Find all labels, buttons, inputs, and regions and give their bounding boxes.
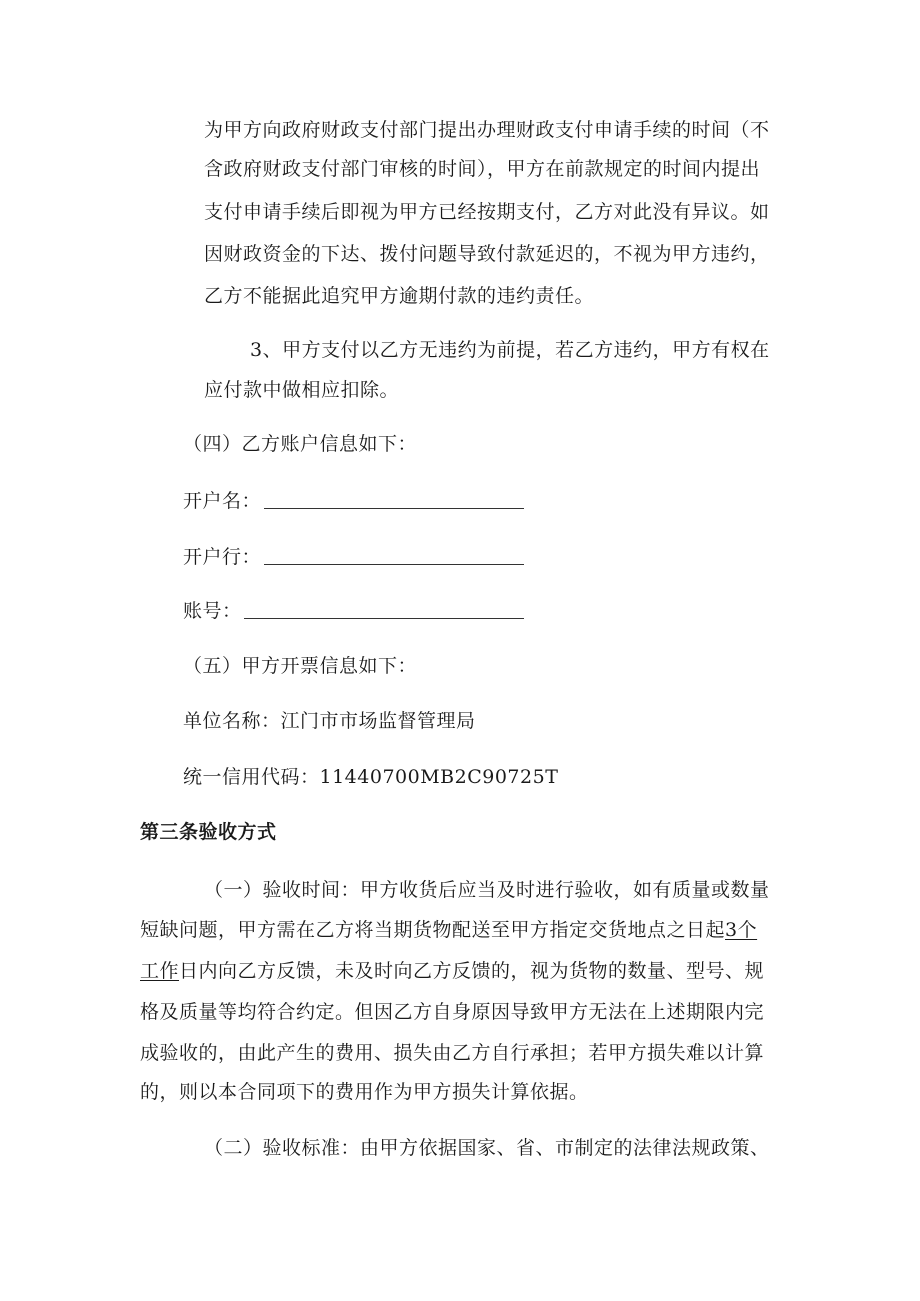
acceptance-time-line-3 [140, 959, 764, 983]
payment-para-line-4: 因财政资金的下达、拨付问题导致付款延迟的，不视为甲方违约， [204, 243, 770, 265]
payment-para-line-1: 为甲方向政府财政支付部门提出办理财政支付申请手续的时间（不 [204, 119, 770, 141]
acceptance-days-underlined: 3个 [725, 919, 758, 941]
payment-para-line-5: 乙方不能据此追究甲方逾期付款的违约责任。 [204, 285, 595, 307]
payment-para-line-3: 支付申请手续后即视为甲方已经按期支付，乙方对此没有异议。如 [204, 201, 770, 223]
acceptance-time-line-5: 成验收的，由此产生的费用、损失由乙方自行承担；若甲方损失难以计算 [140, 1042, 765, 1064]
clause-3-line-1: 3、甲方支付以乙方无违约为前提，若乙方违约，甲方有权在 [250, 339, 770, 361]
acceptance-standard-line-1: （二）验收标准：由甲方依据国家、省、市制定的法律法规政策、 [204, 1137, 770, 1159]
acceptance-workdays-underlined: 工作 [140, 960, 180, 982]
acceptance-time-line-4: 格及质量等均符合约定。但因乙方自身原因导致甲方无法在上述期限内完 [140, 1001, 765, 1023]
account-name-blank [264, 508, 524, 509]
acceptance-time-line-3-text: 日内向乙方反馈，未及时向乙方反馈的，视为货物的数量、型号、规 [179, 960, 765, 982]
account-bank-label: 开户行： [183, 546, 262, 568]
invoice-unit-name: 单位名称：江门市市场监督管理局 [183, 710, 476, 732]
acceptance-time-line-6: 的，则以本合同项下的费用作为甲方损失计算依据。 [140, 1081, 589, 1103]
acceptance-time-line-2 [140, 918, 757, 942]
acceptance-time-line-2-text: 短缺问题，甲方需在乙方将当期货物配送至甲方指定交货地点之日起 [140, 919, 726, 941]
account-info-heading: （四）乙方账户信息如下： [183, 433, 418, 455]
payment-para-line-2: 含政府财政支付部门审核的时间），甲方在前款规定的时间内提出 [204, 158, 761, 180]
account-bank-blank [264, 564, 524, 565]
article-3-title: 第三条验收方式 [140, 821, 277, 843]
account-number-blank [244, 618, 524, 619]
account-name-label: 开户名： [183, 490, 262, 512]
account-number-label: 账号： [183, 600, 242, 622]
invoice-credit-code: 统一信用代码：11440700MB2C90725T [183, 766, 559, 788]
acceptance-time-line-1: （一）验收时间：甲方收货后应当及时进行验收，如有质量或数量 [204, 879, 770, 901]
invoice-info-heading: （五）甲方开票信息如下： [183, 655, 418, 677]
clause-3-line-2: 应付款中做相应扣除。 [204, 379, 400, 401]
